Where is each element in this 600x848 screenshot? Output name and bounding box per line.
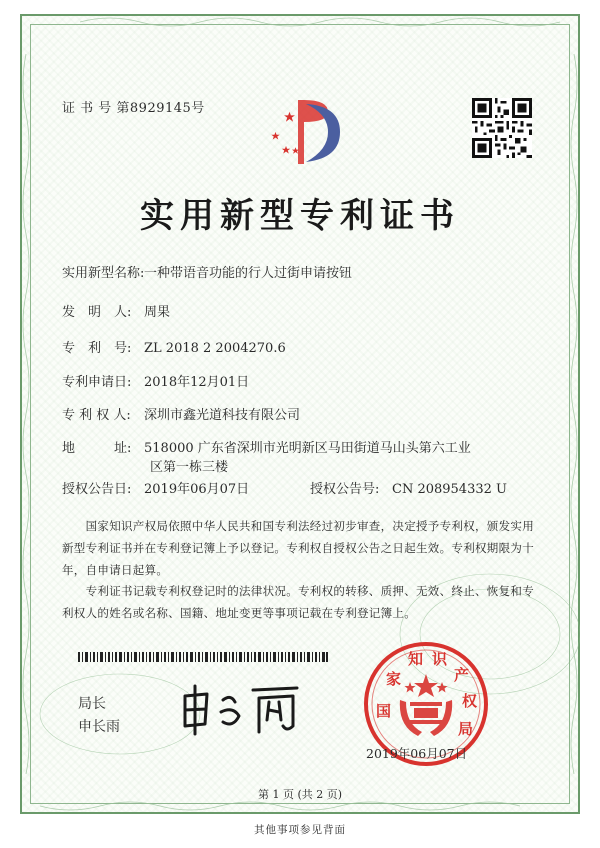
field-label: 授权公告号: [310,482,380,497]
field-address-line2: 区第一栋三楼 [150,460,229,475]
certificate-title: 实用新型专利证书 [140,196,460,236]
director-title: 局长 [78,696,106,712]
field-label: 专利申请日: [62,375,132,390]
field-value: 周果 [144,305,171,320]
field-value: 518000 广东省深圳市光明新区马田街道马山头第六工业 [144,441,471,456]
qr-code-icon [472,98,532,158]
field-value: ZL 2018 2 2004270.6 [144,341,286,356]
footer-note: 其他事项参见背面 [254,824,346,836]
field-label: 专 利 号: [62,341,132,356]
barcode-strip [78,652,328,662]
field-label: 实用新型名称: [62,266,145,281]
field-inventor [62,301,170,320]
field-value: 深圳市鑫光道科技有限公司 [144,408,301,423]
svg-text:家: 家 [386,670,402,688]
field-address [62,437,471,456]
field-label: 授权公告日: [62,482,132,497]
field-patent-number [62,337,286,356]
field-label: 地 址: [62,441,132,456]
grant-statement-paragraph: 国家知识产权局依照中华人民共和国专利法经过初步审查，决定授予专利权，颁发实用新型专利证书并在专利登记簿上予以登记。专利权自授权公告之日起生效。专利权期限为十年，自申请日起算。 [62,519,534,577]
field-application-date [62,371,249,390]
field-label: 发 明 人: [62,305,132,320]
field-patent-owner [62,404,300,423]
director-name: 申长雨 [78,719,120,735]
patent-office-logo-icon [258,92,348,172]
field-grant-date [62,478,249,497]
svg-text:产: 产 [454,666,470,684]
legal-status-paragraph: 专利证书记载专利权登记时的法律状况。专利权的转移、质押、无效、终止、恢复和专利权人的姓名或名称、国籍、地址变更等事项记载在专利登记簿上。 [62,584,534,620]
director-signature [175,682,305,738]
field-grant-number [310,478,507,497]
field-value: 一种带语音功能的行人过街申请按钮 [144,266,353,281]
field-value: 2019年06月07日 [144,482,250,497]
field-utility-model-name [62,262,352,281]
page-number: 第 1 页 (共 2 页) [257,788,343,801]
svg-text:国: 国 [376,702,392,720]
svg-text:识: 识 [432,650,448,668]
seal-date: 2019年06月07日 [366,746,468,761]
svg-text:知: 知 [408,650,424,668]
svg-text:权: 权 [462,692,478,710]
svg-text:局: 局 [458,720,474,738]
field-value: 2018年12月01日 [144,375,250,390]
field-value: CN 208954332 U [392,482,507,497]
certificate-number: 证 书 号 第8929145号 [62,101,205,116]
field-label: 专 利 权 人: [62,408,131,423]
